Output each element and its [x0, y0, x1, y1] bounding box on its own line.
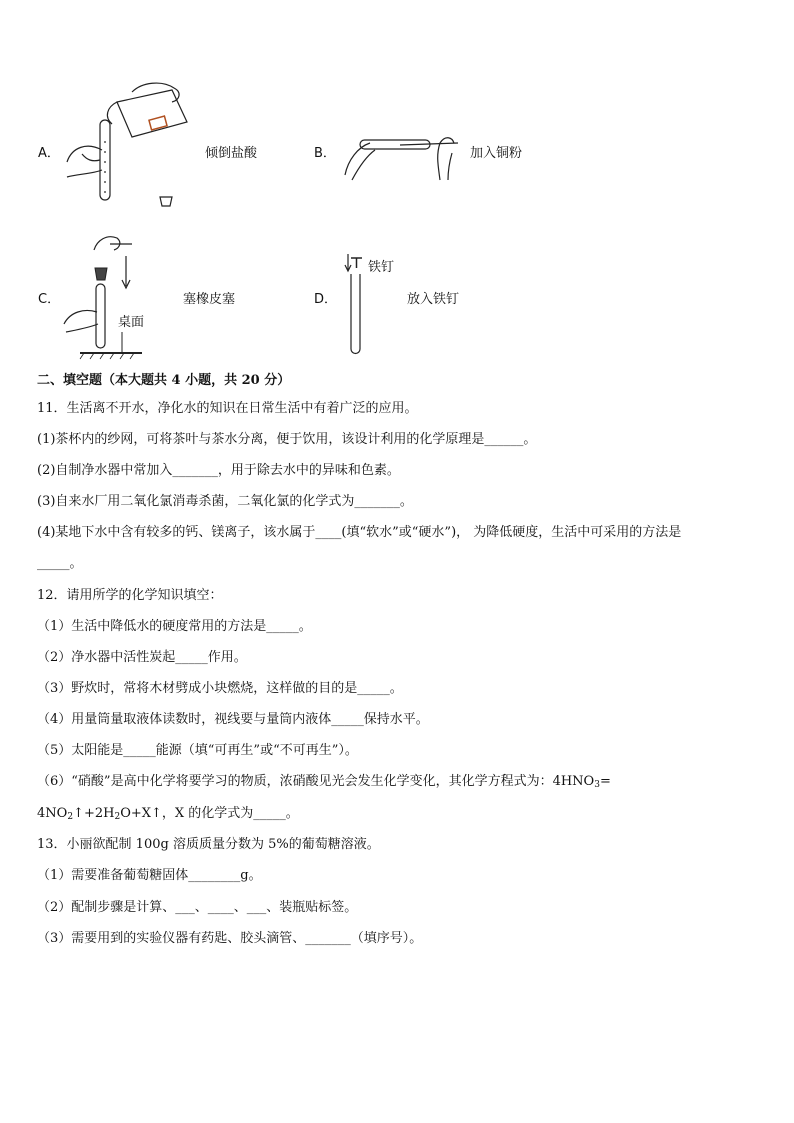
q11-part-4-cont: _____。: [37, 556, 83, 571]
option-d-letter: D．: [314, 292, 338, 307]
q13-stem: 13．小丽欲配制 100g 溶质质量分数为 5%的葡萄糖溶液。: [37, 837, 380, 852]
q12-part-3: （3）野炊时，常将木材劈成小块燃烧，这样做的目的是_____。: [37, 681, 403, 696]
q11-part-1: (1)茶杯内的纱网，可将茶叶与茶水分离，便于饮用，该设计利用的化学原理是______。: [37, 432, 537, 447]
q13-part-3: （3）需要用到的实验仪器有药匙、胶头滴管、_______（填序号）。: [37, 931, 423, 946]
q11-part-2: (2)自制净水器中常加入_______，用于除去水中的异味和色素。: [37, 463, 400, 478]
option-c-letter: C．: [38, 292, 61, 307]
insert-stopper-illustration: [62, 232, 147, 362]
option-a-caption: 倾倒盐酸: [205, 146, 258, 161]
option-b-caption: 加入铜粉: [470, 146, 523, 161]
add-copper-powder-illustration: [340, 125, 465, 185]
q13-part-1: （1）需要准备葡萄糖固体________g。: [37, 868, 262, 883]
q11-part-3: (3)自来水厂用二氧化氯消毒杀菌，二氧化氯的化学式为_______。: [37, 494, 413, 509]
q12-part-1: （1）生活中降低水的硬度常用的方法是_____。: [37, 619, 312, 634]
q13-part-2: （2）配制步骤是计算、___、____、___、装瓶贴标签。: [37, 900, 358, 915]
q12-part-4: （4）用量筒量取液体读数时，视线要与量筒内液体_____保持水平。: [37, 712, 429, 727]
q12-part-6: （6）“硝酸”是高中化学将要学习的物质，浓硝酸见光会发生化学变化，其化学方程式为：$4HNO_3=$: [37, 774, 611, 790]
q11-stem: 11．生活离不开水，净化水的知识在日常生活中有着广泛的应用。: [37, 401, 418, 416]
pour-acid-illustration: [62, 82, 192, 212]
q12-part-2: （2）净水器中活性炭起_____作用。: [37, 650, 247, 665]
section-header: 二、填空题（本大题共 4 小题，共 20 分）: [37, 373, 291, 388]
table-label: 桌面: [118, 315, 145, 330]
option-d-caption: 放入铁钉: [407, 292, 460, 307]
option-b-letter: B．: [314, 146, 336, 161]
q12-stem: 12．请用所学的化学知识填空：: [37, 588, 223, 603]
nail-label: 铁钉: [368, 260, 395, 275]
option-a-letter: A．: [38, 146, 60, 161]
q12-part-5: （5）太阳能是_____能源（填“可再生”或“不可再生”）。: [37, 743, 358, 758]
q11-part-4: (4)某地下水中含有较多的钙、镁离子，该水属于____(填“软水”或“硬水”)， 为降低硬度，生活中可采用的方法是: [37, 525, 682, 540]
q12-part-6-equation: $4NO_2↑+2H_2O+X↑$，X 的化学式为_____。: [37, 806, 299, 822]
option-c-caption: 塞橡皮塞: [183, 292, 236, 307]
